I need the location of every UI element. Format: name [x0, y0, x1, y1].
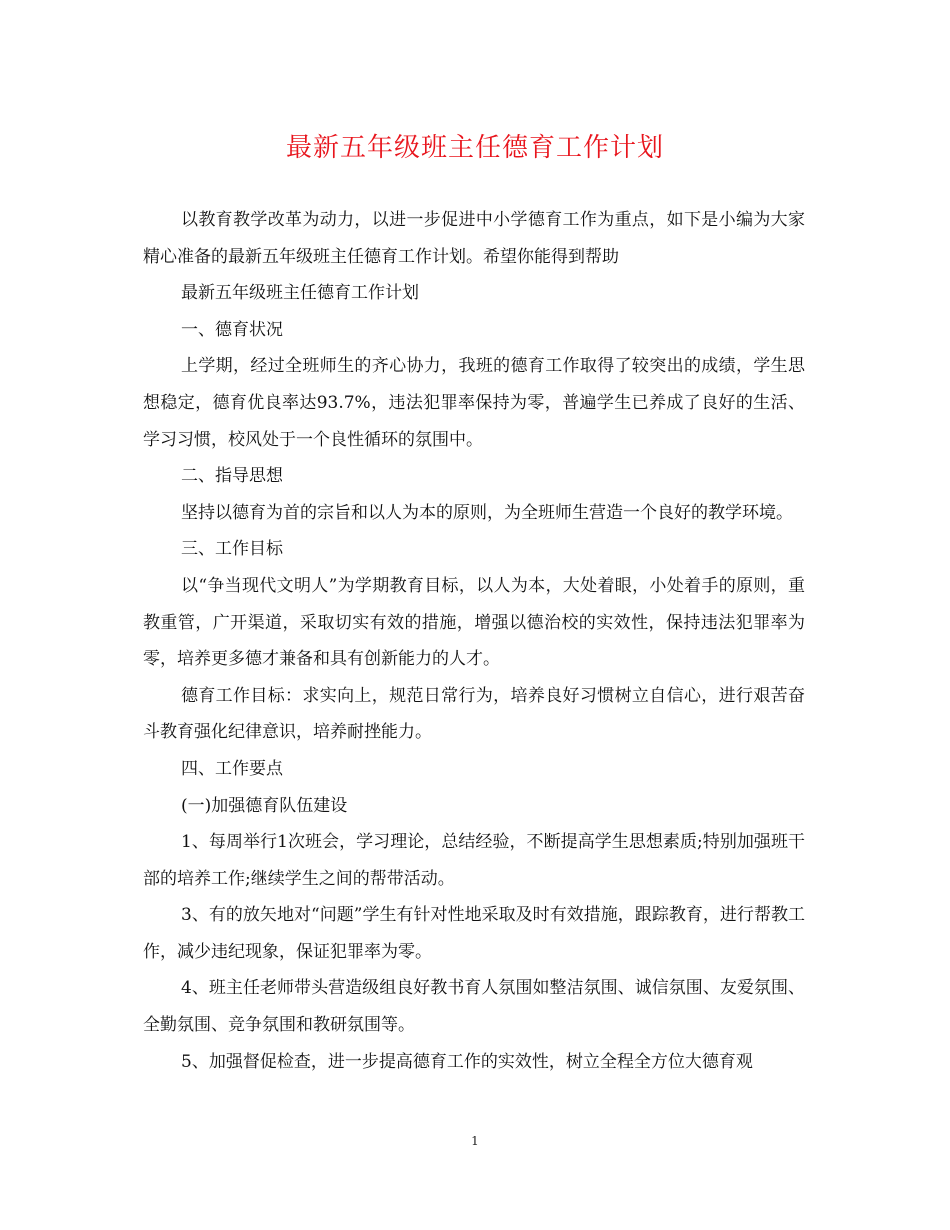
paragraph-goal: 以“争当现代文明人”为学期教育目标，以人为本，大处着眼，小处着手的原则，重教重管，广开渠道，采取切实有效的措施，增强以德治校的实效性，保持违法犯罪率为零，培养更多德才兼备和具有创新能力的人才。	[143, 575, 805, 670]
paragraph-status: 上学期，经过全班师生的齐心协力，我班的德育工作取得了较突出的成绩，学生思想稳定，德育优良率达93.7%，违法犯罪率保持为零，普遍学生已养成了良好的生活、学习习惯，校风处于一个良性循环的氛围中。	[143, 356, 805, 450]
section-heading-1: 一、德育状况	[181, 319, 283, 340]
list-item-3: 3、有的放矢地对“问题”学生有针对性地采取及时有效措施，跟踪教育，进行帮教工作，减少违纪现象，保证犯罪率为零。	[143, 905, 805, 962]
document-body	[143, 202, 805, 1080]
paragraph-intro: 以教育教学改革为动力，以进一步促进中小学德育工作为重点，如下是小编为大家精心准备的最新五年级班主任德育工作计划。希望你能得到帮助	[143, 210, 805, 267]
section-heading-3: 三、工作目标	[181, 539, 283, 560]
list-item-1: 1、每周举行1次班会，学习理论，总结经验，不断提高学生思想素质;特别加强班干部的培养工作;继续学生之间的帮带活动。	[143, 832, 805, 889]
paragraph-subtitle: 最新五年级班主任德育工作计划	[181, 283, 419, 304]
page-number: 1	[471, 1134, 479, 1148]
section-heading-4: 四、工作要点	[181, 758, 283, 779]
paragraph-guideline: 坚持以德育为首的宗旨和以人为本的原则，为全班师生营造一个良好的教学环境。	[181, 502, 793, 523]
document-title: 最新五年级班主任德育工作计划	[285, 133, 664, 163]
paragraph-moral-goal: 德育工作目标：求实向上，规范日常行为，培养良好习惯树立自信心，进行艰苦奋斗教育强化纪律意识，培养耐挫能力。	[143, 685, 805, 743]
list-item-5: 5、加强督促检查，进一步提高德育工作的实效性，树立全程全方位大德育观	[181, 1051, 753, 1072]
subsection-heading-1: (一)加强德育队伍建设	[181, 795, 348, 816]
list-item-4: 4、班主任老师带头营造级组良好教书育人氛围如整洁氛围、诚信氛围、友爱氛围、全勤氛围、竞争氛围和教研氛围等。	[143, 978, 805, 1036]
section-heading-2: 二、指导思想	[181, 466, 283, 487]
